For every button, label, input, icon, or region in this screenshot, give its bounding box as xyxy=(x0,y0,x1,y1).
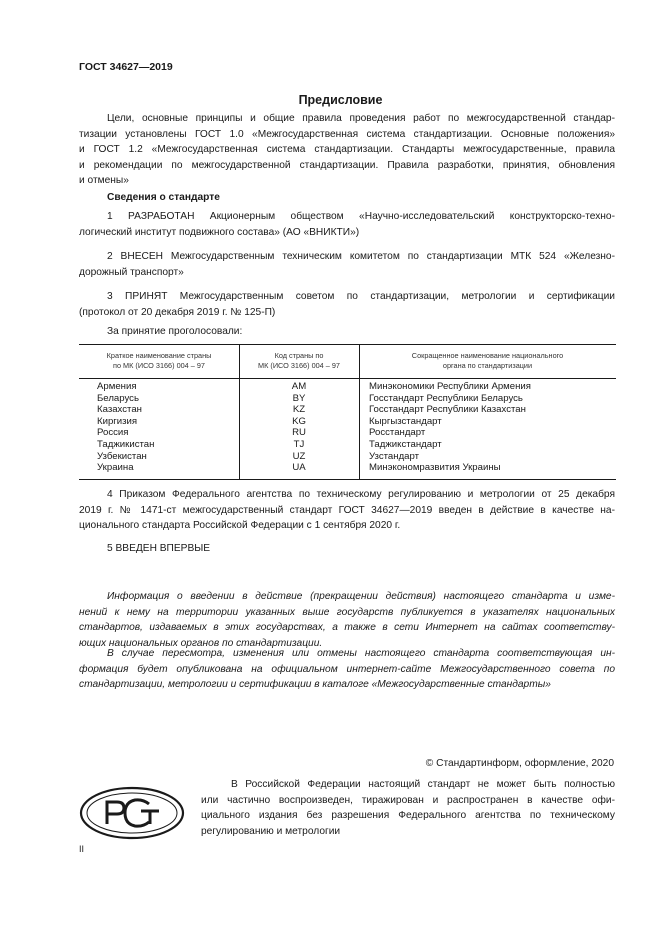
country-code: RU xyxy=(292,427,306,439)
country-name: Россия xyxy=(97,427,129,439)
item-introduced xyxy=(79,249,615,280)
country-code: BY xyxy=(292,392,306,404)
info-line: ющих национальных органов по стандартизации. xyxy=(79,637,323,649)
document-code-header: ГОСТ 34627—2019 xyxy=(79,61,173,73)
page-number: II xyxy=(79,844,85,854)
country-column xyxy=(97,381,237,474)
item-line: 4 Приказом Федерального агентства по техническому регулированию и метрологии от 25 декабря xyxy=(107,489,615,500)
notice-line: В Российской Федерации настоящий стандарт не может быть полностью xyxy=(231,779,615,790)
notice-line: регулированию и метрологии xyxy=(201,825,341,837)
item-developed xyxy=(79,209,615,240)
header-text: органа по стандартизации xyxy=(442,361,533,370)
intro-line: тизации установлены ГОСТ 1.0 «Межгосударственная система стандартизации. Основные положения» xyxy=(79,128,615,140)
standards-body: Минэкономразвития Украины xyxy=(369,462,501,474)
standards-body: Госстандарт Республики Казахстан xyxy=(369,404,526,416)
rst-certification-mark-icon xyxy=(79,786,185,840)
intro-line: и рекомендации по межгосударственной стандартизации. Правила разработки, принятия, обновления xyxy=(79,159,615,171)
header-text: МК (ИСО 3166) 004 – 97 xyxy=(258,361,340,370)
country-code: AM xyxy=(291,381,307,392)
info-line: стандартизации, метрологии и сертификации в каталоге «Межгосударственные стандарты» xyxy=(79,679,551,690)
voted-label: За принятие проголосовали: xyxy=(107,326,243,337)
country-name: Украина xyxy=(97,462,134,474)
item-order xyxy=(79,487,615,534)
item-line: логический институт подвижного состава» (АО «ВНИКТИ») xyxy=(79,226,360,238)
item-adopted xyxy=(79,289,615,320)
header-text: Краткое наименование страны xyxy=(106,351,212,360)
info-line: нений к нему на территории указанных выше государств публикуется в указателях национальных xyxy=(79,606,615,618)
country-code: KG xyxy=(292,415,306,427)
header-text: по МК (ИСО 3166) 004 – 97 xyxy=(113,361,205,370)
standards-body: Госстандарт Республики Беларусь xyxy=(369,392,523,404)
country-name: Таджикистан xyxy=(97,438,155,450)
voting-table xyxy=(79,344,616,480)
copyright-notice: © Стандартинформ, оформление, 2020 xyxy=(425,758,614,769)
intro-line: и ГОСТ 1.2 «Межгосударственная система стандартизации. Стандарты межгосударственные, правила xyxy=(79,144,615,155)
table-header-cell xyxy=(239,351,359,371)
table-header-cell xyxy=(359,351,616,371)
reproduction-notice xyxy=(201,777,615,839)
item-line: 3 ПРИНЯТ Межгосударственным советом по стандартизации, метрологии и сертификации xyxy=(107,291,615,302)
item-line: 2019 г. № 1471-ст межгосударственный стандарт ГОСТ 34627—2019 введен в действие в качестве на- xyxy=(79,504,615,516)
info-revision-paragraph xyxy=(79,646,615,693)
item-line: 2 ВНЕСЕН Межгосударственным техническим комитетом по стандартизации МТК 524 «Железно- xyxy=(107,251,615,262)
item-line: (протокол от 20 декабря 2019 г. № 125-П) xyxy=(79,306,276,318)
header-text: Сокращенное наименование национального xyxy=(411,351,564,360)
standards-body: Кыргызстандарт xyxy=(369,415,442,427)
standards-body: Росстандарт xyxy=(369,427,426,439)
standards-body: Узстандарт xyxy=(369,450,420,462)
standards-body: Таджикстандарт xyxy=(369,438,442,450)
intro-paragraph xyxy=(79,111,615,189)
item-line: ционального стандарта Российской Федерации с 1 сентября 2020 г. xyxy=(79,520,401,531)
country-name: Казахстан xyxy=(97,404,142,416)
country-code: TJ xyxy=(293,438,305,450)
info-line: В случае пересмотра, изменения или отмены настоящего стандарта соответствующая ин- xyxy=(107,648,615,659)
body-column xyxy=(369,381,614,474)
country-code: UA xyxy=(292,462,306,474)
info-line: Информация о введении в действие (прекращении действия) настоящего стандарта и изме- xyxy=(107,591,615,602)
intro-line: Цели, основные принципы и общие правила проведения работ по межгосударственной стандар- xyxy=(107,113,615,124)
item-line: дорожный транспорт» xyxy=(79,266,184,278)
country-name: Армения xyxy=(97,381,137,392)
item-line: 1 РАЗРАБОТАН Акционерным обществом «Научно-исследовательский конструкторско-техно- xyxy=(107,211,615,222)
info-line: стандартов, издаваемых в этих государствах, а также в сети Интернет на сайтах соответству- xyxy=(79,622,615,633)
country-code: UZ xyxy=(292,450,306,462)
header-text: Код страны по xyxy=(274,351,324,360)
country-name: Беларусь xyxy=(97,392,139,404)
intro-line: и отмены» xyxy=(79,175,129,186)
country-name: Узбекистан xyxy=(97,450,147,462)
info-line: формация будет опубликована на официальном интернет-сайте Межгосударственного совета по xyxy=(79,663,615,675)
section-heading: Сведения о стандарте xyxy=(107,192,220,203)
country-name: Киргизия xyxy=(97,415,138,427)
table-header-cell xyxy=(79,351,239,371)
standards-body: Минэкономики Республики Армения xyxy=(369,381,531,392)
info-publication-paragraph xyxy=(79,589,615,651)
notice-line: или частично воспроизведен, тиражирован и распространен в качестве офи- xyxy=(201,794,615,806)
page-title: Предисловие xyxy=(298,93,383,107)
table-header-row xyxy=(79,345,616,379)
country-code: KZ xyxy=(292,404,306,416)
item-first-introduced: 5 ВВЕДЕН ВПЕРВЫЕ xyxy=(107,543,211,554)
code-column xyxy=(239,381,359,474)
notice-line: циального издания без разрешения Федерального агентства по техническому xyxy=(201,810,615,821)
